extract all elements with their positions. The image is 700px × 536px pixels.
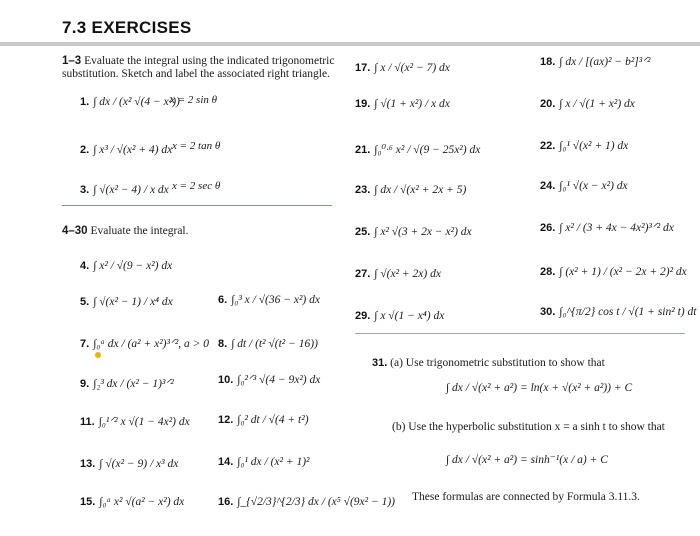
exercise-num: 3. bbox=[80, 184, 90, 196]
exercise-10 bbox=[218, 370, 320, 388]
exercise-expr: ∫ x² √(3 + 2x − x²) dx bbox=[374, 226, 472, 238]
exercise-expr: ∫₂³ dx / (x² − 1)³ᐟ² bbox=[93, 378, 174, 390]
exercise-expr: ∫₀ᵃ x² √(a² − x²) dx bbox=[99, 496, 185, 508]
exercise-1 bbox=[80, 92, 180, 110]
exercise-20 bbox=[540, 94, 635, 112]
exercise-num: 7. bbox=[80, 338, 90, 350]
exercise-31-b-formula: ∫ dx / √(x² + a²) = sinh⁻¹(x / a) + C bbox=[446, 454, 608, 466]
exercise-31-b-text: (b) Use the hyperbolic substitution x = a sinh t to show that bbox=[392, 421, 665, 433]
instruction-4-30 bbox=[62, 224, 189, 238]
exercise-expr: ∫₀⁰·⁶ x² / √(9 − 25x²) dx bbox=[374, 144, 481, 156]
exercise-num: 22. bbox=[540, 140, 556, 152]
exercise-expr: ∫_{√2/3}^{2/3} dx / (x⁵ √(9x² − 1)) bbox=[237, 496, 395, 508]
exercise-num: 14. bbox=[218, 456, 234, 468]
exercise-expr: ∫₀¹ √(x − x²) dx bbox=[559, 180, 628, 192]
exercise-2 bbox=[80, 140, 172, 158]
exercise-3-sub: x = 2 sec θ bbox=[172, 180, 221, 192]
exercise-num: 6. bbox=[218, 294, 228, 306]
exercise-25 bbox=[355, 222, 472, 240]
exercise-7 bbox=[80, 334, 209, 352]
exercise-expr: ∫₀^{π/2} cos t / √(1 + sin² t) dt bbox=[559, 306, 697, 318]
exercise-expr: ∫₀ᵃ dx / (a² + x²)³ᐟ², a > 0 bbox=[93, 338, 210, 350]
exercise-expr: ∫ √(x² − 4) / x dx bbox=[93, 184, 169, 196]
exercise-23 bbox=[355, 180, 466, 198]
exercise-num: 23. bbox=[355, 184, 371, 196]
exercise-31-note: These formulas are connected by Formula 3.11.3. bbox=[412, 491, 640, 503]
exercise-num: 8. bbox=[218, 338, 228, 350]
exercise-26 bbox=[540, 218, 674, 236]
exercise-expr: ∫₀²ᐟ³ √(4 − 9x²) dx bbox=[237, 374, 321, 386]
exercise-31-a bbox=[372, 356, 605, 370]
exercise-expr: ∫ x √(1 − x⁴) dx bbox=[374, 310, 445, 322]
exercise-11 bbox=[80, 412, 190, 430]
exercise-expr: ∫ x² / (3 + 4x − 4x²)³ᐟ² dx bbox=[559, 222, 674, 234]
exercise-expr: ∫ (x² + 1) / (x² − 2x + 2)² dx bbox=[559, 266, 687, 278]
exercise-24 bbox=[540, 176, 628, 194]
exercise-31-a-formula: ∫ dx / √(x² + a²) = ln(x + √(x² + a²)) + C bbox=[446, 382, 633, 394]
instruction-4-30-text: Evaluate the integral. bbox=[90, 225, 189, 237]
exercise-num: 24. bbox=[540, 180, 556, 192]
exercise-num: 30. bbox=[540, 306, 556, 318]
section-divider-right bbox=[355, 333, 685, 334]
exercise-14 bbox=[218, 452, 310, 470]
exercise-expr: ∫ x³ / √(x² + 4) dx bbox=[93, 144, 173, 156]
exercise-22 bbox=[540, 136, 628, 154]
exercise-expr: ∫ x / √(1 + x²) dx bbox=[559, 98, 635, 110]
exercise-num: 21. bbox=[355, 144, 371, 156]
exercise-num: 20. bbox=[540, 98, 556, 110]
exercise-expr: ∫ √(1 + x²) / x dx bbox=[374, 98, 450, 110]
instruction-1-3-line2: substitution. Sketch and label the associated right triangle. bbox=[62, 68, 330, 80]
exercise-21 bbox=[355, 140, 480, 158]
exercise-16 bbox=[218, 492, 395, 510]
exercise-31-a-text: (a) Use trigonometric substitution to show that bbox=[390, 357, 605, 369]
exercise-13 bbox=[80, 454, 178, 472]
exercise-num: 10. bbox=[218, 374, 234, 386]
exercise-num: 1. bbox=[80, 96, 90, 108]
exercise-expr: ∫ √(x² − 1) / x⁴ dx bbox=[93, 296, 173, 308]
exercise-15 bbox=[80, 492, 184, 510]
exercise-2-sub: x = 2 tan θ bbox=[172, 140, 221, 152]
exercise-expr: ∫₀¹ dx / (x² + 1)² bbox=[237, 456, 310, 468]
exercise-num: 5. bbox=[80, 296, 90, 308]
instruction-1-3 bbox=[62, 54, 334, 68]
exercise-num: 16. bbox=[218, 496, 234, 508]
exercise-6 bbox=[218, 290, 320, 308]
exercise-num: 28. bbox=[540, 266, 556, 278]
instruction-1-3-text: Evaluate the integral using the indicated trigonometric bbox=[84, 55, 335, 67]
exercise-3 bbox=[80, 180, 169, 198]
exercise-expr: ∫ dx / (x² √(4 − x²)) bbox=[93, 96, 180, 108]
exercise-expr: ∫₀³ x / √(36 − x²) dx bbox=[231, 294, 320, 306]
exercise-num: 27. bbox=[355, 268, 371, 280]
exercise-expr: ∫₀¹ᐟ² x √(1 − 4x²) dx bbox=[98, 416, 190, 428]
exercise-17 bbox=[355, 58, 450, 76]
exercise-expr: ∫ dt / (t² √(t² − 16)) bbox=[231, 338, 318, 350]
exercise-expr: ∫ x / √(x² − 7) dx bbox=[374, 62, 450, 74]
exercise-num: 12. bbox=[218, 414, 234, 426]
exercise-expr: ∫ √(x² − 9) / x³ dx bbox=[99, 458, 179, 470]
exercise-12 bbox=[218, 410, 309, 428]
exercise-19 bbox=[355, 94, 450, 112]
exercise-num: 26. bbox=[540, 222, 556, 234]
exercise-expr: ∫ dx / √(x² + 2x + 5) bbox=[374, 184, 467, 196]
exercise-31-num: 31. bbox=[372, 357, 388, 369]
exercise-18 bbox=[540, 52, 651, 70]
exercise-num: 18. bbox=[540, 56, 556, 68]
exercise-29 bbox=[355, 306, 444, 324]
exercise-expr: ∫ √(x² + 2x) dx bbox=[374, 268, 441, 280]
cursor-mark-icon bbox=[95, 352, 101, 358]
exercise-5 bbox=[80, 292, 173, 310]
instruction-4-30-num: 4–30 bbox=[62, 225, 88, 237]
exercise-expr: ∫₀² dt / √(4 + t²) bbox=[237, 414, 309, 426]
exercise-num: 9. bbox=[80, 378, 90, 390]
exercise-num: 19. bbox=[355, 98, 371, 110]
exercise-num: 4. bbox=[80, 260, 90, 272]
exercise-num: 25. bbox=[355, 226, 371, 238]
exercise-expr: ∫ x² / √(9 − x²) dx bbox=[93, 260, 173, 272]
title-rule bbox=[0, 42, 700, 46]
exercise-num: 11. bbox=[80, 416, 95, 428]
exercise-expr: ∫₀¹ √(x² + 1) dx bbox=[559, 140, 629, 152]
exercise-expr: ∫ dx / [(ax)² − b²]³ᐟ² bbox=[559, 56, 651, 68]
exercise-28 bbox=[540, 262, 687, 280]
section-title: 7.3 EXERCISES bbox=[62, 18, 192, 37]
exercise-num: 2. bbox=[80, 144, 90, 156]
exercise-27 bbox=[355, 264, 441, 282]
exercise-9 bbox=[80, 374, 174, 392]
exercise-30 bbox=[540, 302, 696, 320]
exercise-num: 29. bbox=[355, 310, 371, 322]
exercise-4 bbox=[80, 256, 172, 274]
exercise-num: 17. bbox=[355, 62, 371, 74]
exercise-8 bbox=[218, 334, 318, 352]
exercise-num: 13. bbox=[80, 458, 96, 470]
exercise-num: 15. bbox=[80, 496, 96, 508]
instruction-1-3-num: 1–3 bbox=[62, 55, 82, 67]
exercise-1-sub: x = 2 sin θ bbox=[170, 94, 218, 106]
section-divider bbox=[62, 205, 332, 206]
